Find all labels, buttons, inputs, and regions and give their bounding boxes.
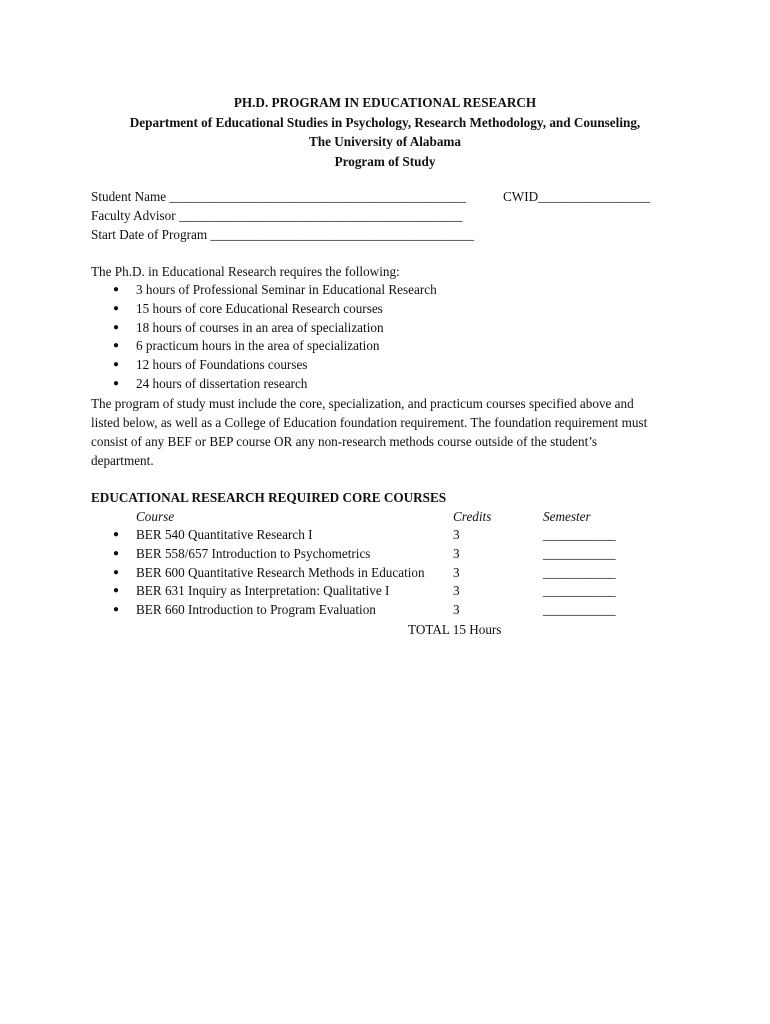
table-row bbox=[91, 564, 651, 583]
university-name: The University of Alabama bbox=[308, 134, 462, 149]
core-courses-title: EDUCATIONAL RESEARCH REQUIRED CORE COURSES bbox=[91, 490, 447, 505]
list-item bbox=[91, 337, 437, 356]
document-header bbox=[0, 93, 770, 171]
start-date-field[interactable]: Start Date of Program ________________________________________ bbox=[91, 227, 475, 242]
list-item bbox=[91, 281, 437, 300]
bullet-icon: ● bbox=[113, 359, 120, 371]
paragraph-line: consist of any BEF or BEP course OR any non-research methods course outside of the student’s bbox=[91, 434, 598, 449]
bullet-icon: ● bbox=[113, 284, 120, 295]
bullet-icon: ● bbox=[113, 340, 120, 352]
faculty-advisor-field[interactable]: Faculty Advisor ___________________________________________ bbox=[91, 208, 463, 223]
semester-blank[interactable]: ___________ bbox=[543, 564, 616, 580]
semester-blank[interactable]: ___________ bbox=[543, 527, 616, 542]
course-credits: 3 bbox=[453, 527, 460, 542]
semester-blank[interactable]: ___________ bbox=[543, 602, 616, 618]
course-column-header: Course bbox=[136, 509, 175, 524]
program-title: PH.D. PROGRAM IN EDUCATIONAL RESEARCH bbox=[233, 95, 537, 110]
student-name-field[interactable]: Student Name _____________________________________________ bbox=[91, 189, 467, 204]
table-row bbox=[91, 545, 651, 564]
total-hours: TOTAL 15 Hours bbox=[408, 622, 502, 637]
bullet-icon: ● bbox=[113, 585, 120, 597]
semester-column-header: Semester bbox=[543, 509, 591, 524]
list-item bbox=[91, 319, 437, 338]
course-name: BER 631 Inquiry as Interpretation: Qualitative I bbox=[136, 583, 390, 599]
requirement-text: 3 hours of Professional Seminar in Educational Research bbox=[136, 282, 437, 297]
core-courses-table bbox=[91, 526, 651, 620]
course-name: BER 540 Quantitative Research I bbox=[136, 527, 313, 542]
form-title: Program of Study bbox=[334, 153, 436, 169]
requirement-text: 6 practicum hours in the area of specialization bbox=[136, 338, 380, 354]
list-item bbox=[91, 356, 437, 375]
requirement-text: 12 hours of Foundations courses bbox=[136, 357, 308, 373]
cwid-field[interactable]: CWID_________________ bbox=[503, 189, 651, 204]
requirements-list bbox=[91, 281, 437, 394]
course-credits: 3 bbox=[453, 564, 460, 580]
table-row bbox=[91, 601, 651, 620]
requirement-text: 15 hours of core Educational Research courses bbox=[136, 300, 383, 316]
paragraph-line: listed below, as well as a College of Education foundation requirement. The foundation requirement must bbox=[91, 415, 648, 430]
table-row bbox=[91, 526, 651, 545]
program-description bbox=[91, 394, 686, 470]
list-item bbox=[91, 375, 437, 394]
bullet-icon: ● bbox=[113, 566, 120, 578]
semester-blank[interactable]: ___________ bbox=[543, 583, 616, 599]
semester-blank[interactable]: ___________ bbox=[543, 545, 616, 561]
course-name: BER 600 Quantitative Research Methods in Education bbox=[136, 564, 425, 580]
bullet-icon: ● bbox=[113, 529, 120, 540]
course-credits: 3 bbox=[453, 602, 460, 618]
paragraph-line: The program of study must include the core, specialization, and practicum courses specified above and bbox=[91, 396, 634, 411]
department-name: Department of Educational Studies in Psychology, Research Methodology, and Counseling, bbox=[129, 114, 641, 130]
bullet-icon: ● bbox=[113, 604, 120, 616]
course-name: BER 660 Introduction to Program Evaluation bbox=[136, 602, 376, 618]
paragraph-line: department. bbox=[91, 453, 154, 468]
bullet-icon: ● bbox=[113, 321, 120, 333]
bullet-icon: ● bbox=[113, 377, 120, 389]
credits-column-header: Credits bbox=[453, 509, 492, 524]
requirement-text: 24 hours of dissertation research bbox=[136, 375, 308, 391]
list-item bbox=[91, 300, 437, 319]
requirements-intro: The Ph.D. in Educational Research requires the following: bbox=[91, 264, 400, 279]
table-row bbox=[91, 582, 651, 601]
course-credits: 3 bbox=[453, 583, 460, 599]
bullet-icon: ● bbox=[113, 302, 120, 314]
course-credits: 3 bbox=[453, 545, 460, 561]
bullet-icon: ● bbox=[113, 547, 120, 559]
requirement-text: 18 hours of courses in an area of specialization bbox=[136, 319, 384, 335]
course-name: BER 558/657 Introduction to Psychometrics bbox=[136, 545, 371, 561]
